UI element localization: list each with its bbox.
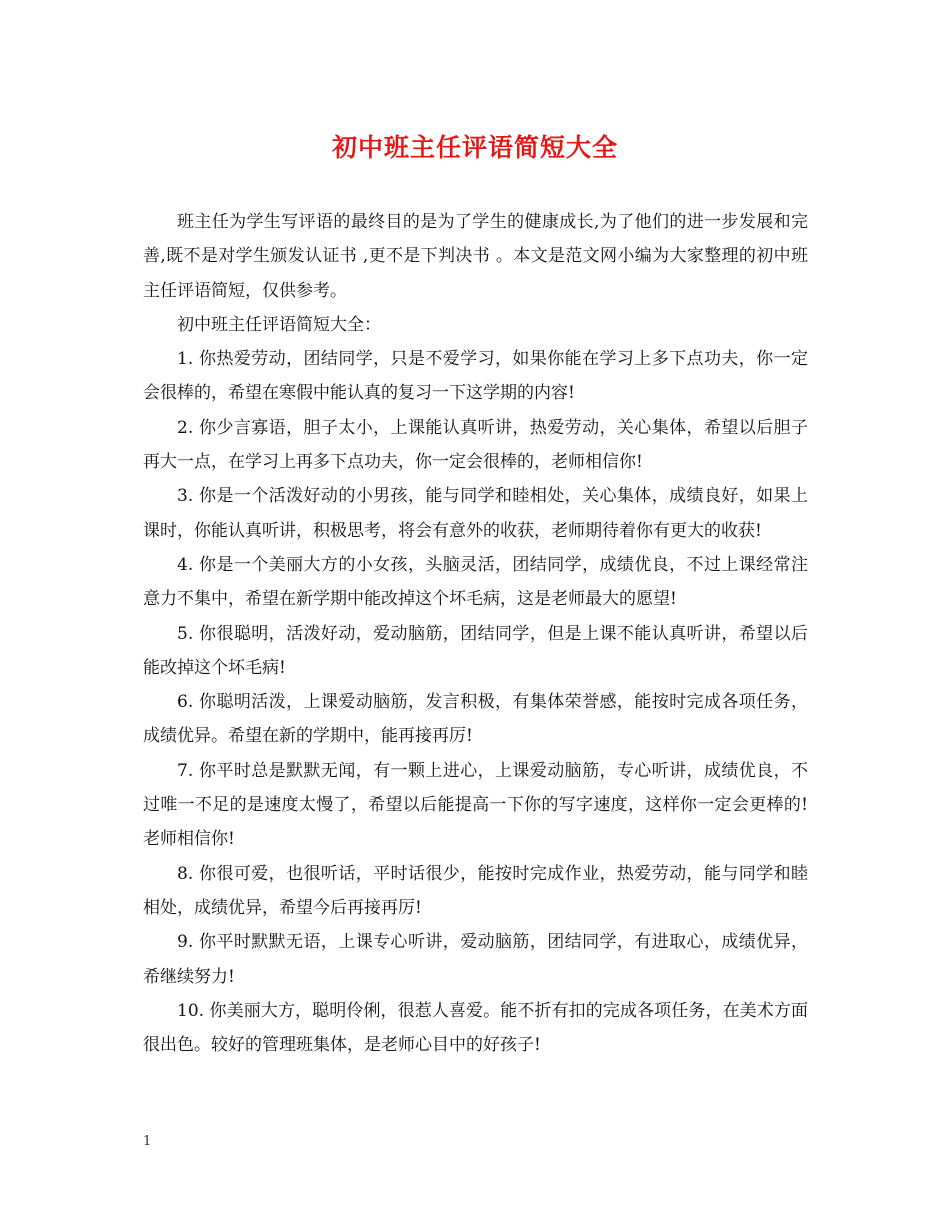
document-body	[143, 205, 808, 1062]
page-number: 1	[143, 1134, 152, 1149]
list-item: 5. 你很聪明，活泼好动，爱动脑筋，团结同学，但是上课不能认真听讲，希望以后能改掉这个坏毛病!	[143, 623, 808, 678]
intro-paragraph: 班主任为学生写评语的最终目的是为了学生的健康成长,为了他们的进一步发展和完善,既不是对学生颁发认证书 ,更不是下判决书 。本文是范文网小编为大家整理的初中班主任评语简短，仅供参考。	[143, 212, 808, 301]
list-item: 7. 你平时总是默默无闻，有一颗上进心，上课爱动脑筋，专心听讲，成绩优良，不过唯一不足的是速度太慢了，希望以后能提高一下你的写字速度，这样你一定会更棒的!老师相信你!	[143, 760, 808, 850]
list-item: 6. 你聪明活泼，上课爱动脑筋，发言积极，有集体荣誉感，能按时完成各项任务，成绩优异。希望在新的学期中，能再接再厉!	[143, 692, 808, 747]
document-title: 初中班主任评语简短大全	[331, 133, 618, 162]
list-item: 4. 你是一个美丽大方的小女孩，头脑灵活，团结同学，成绩优良，不过上课经常注意力不集中，希望在新学期中能改掉这个坏毛病，这是老师最大的愿望!	[143, 554, 808, 610]
list-item: 1. 你热爱劳动，团结同学，只是不爱学习，如果你能在学习上多下点功夫，你一定会很棒的，希望在寒假中能认真的复习一下这学期的内容!	[143, 349, 808, 404]
list-item: 10. 你美丽大方，聪明伶俐，很惹人喜爱。能不折有扣的完成各项任务，在美术方面很出色。较好的管理班集体，是老师心目中的好孩子!	[143, 1000, 808, 1056]
list-item: 9. 你平时默默无语，上课专心听讲，爱动脑筋，团结同学，有进取心，成绩优异，希继续努力!	[143, 932, 808, 987]
list-item: 3. 你是一个活泼好动的小男孩，能与同学和睦相处，关心集体，成绩良好，如果上课时，你能认真听讲，积极思考，将会有意外的收获，老师期待着你有更大的收获!	[143, 486, 808, 541]
section-heading: 初中班主任评语简短大全：	[177, 314, 381, 335]
list-item: 8. 你很可爱，也很听话，平时话很少，能按时完成作业，热爱劳动，能与同学和睦相处，成绩优异，希望今后再接再厉!	[143, 863, 808, 918]
list-item: 2. 你少言寡语，胆子太小，上课能认真听讲，热爱劳动，关心集体，希望以后胆子再大一点，在学习上再多下点功夫，你一定会很棒的，老师相信你!	[143, 417, 808, 473]
